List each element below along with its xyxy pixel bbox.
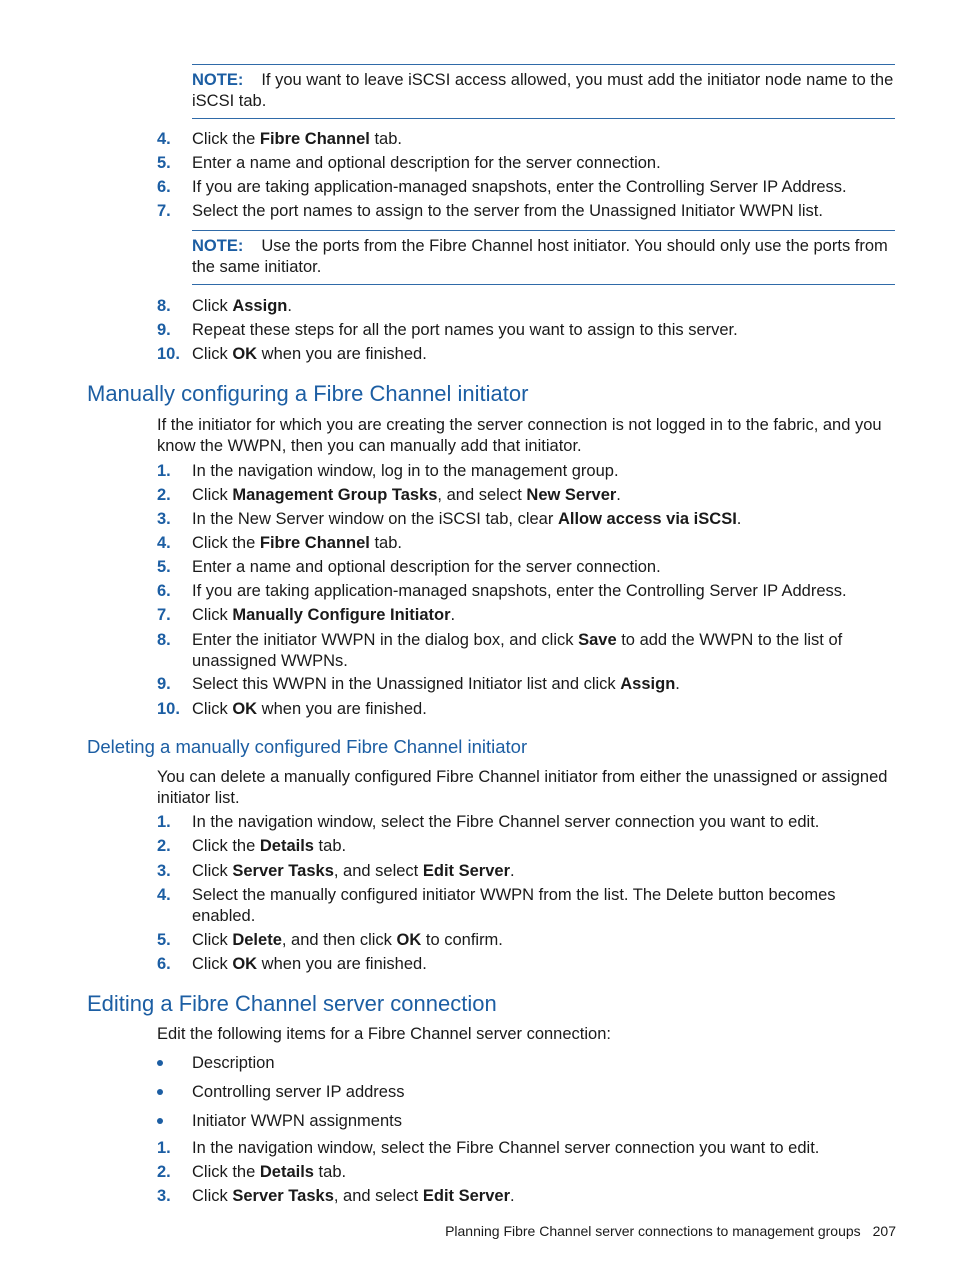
step-number: 6. [157, 178, 171, 196]
step-text: Click Server Tasks, and select Edit Server. [192, 862, 515, 880]
step-text: If you are taking application-managed snapshots, enter the Controlling Server IP Address. [192, 582, 847, 600]
ui-term: Management Group Tasks [232, 486, 438, 504]
note-text: Use the ports from the Fibre Channel host initiator. You should only use the ports from the same initiator. [192, 237, 888, 276]
step-text: Enter a name and optional description for the server connection. [192, 154, 661, 172]
note-text: If you want to leave iSCSI access allowed, you must add the initiator node name to the iSCSI tab. [192, 71, 894, 110]
footer-title: Planning Fibre Channel server connections to management groups [445, 1223, 861, 1239]
ui-term: OK [396, 931, 422, 949]
step-text: Click OK when you are finished. [192, 345, 427, 363]
step-number: 2. [157, 486, 171, 504]
ui-term: Details [259, 837, 314, 855]
ui-term: Assign [620, 675, 676, 693]
step-text: In the New Server window on the iSCSI tab, clear Allow access via iSCSI. [192, 510, 742, 528]
ui-term: New Server [526, 486, 617, 504]
step-number: 9. [157, 675, 171, 693]
step-text: Select the manually configured initiator WWPN from the list. The Delete button becomes enabled. [192, 886, 836, 925]
subsection-heading: Deleting a manually configured Fibre Channel initiator [87, 736, 528, 757]
step-text: In the navigation window, log in to the management group. [192, 462, 619, 480]
bullet-text: Description [192, 1054, 275, 1072]
step-text: Click the Fibre Channel tab. [192, 130, 402, 148]
ui-term: OK [232, 700, 258, 718]
section-intro: If the initiator for which you are creating the server connection is not logged in to the fabric, and you know the WWPN, then you can manually add that initiator. [157, 416, 882, 455]
section-intro: You can delete a manually configured Fibre Channel initiator from either the unassigned or assigned initiator list. [157, 768, 888, 807]
ui-term: Manually Configure Initiator [232, 606, 451, 624]
step-number: 6. [157, 582, 171, 600]
step-text: Enter the initiator WWPN in the dialog box, and click Save to add the WWPN to the list of unassigned WWPNs. [192, 631, 843, 670]
step-text: Click Management Group Tasks, and select New Server. [192, 486, 621, 504]
step-number: 2. [157, 1163, 171, 1181]
step-number: 9. [157, 321, 171, 339]
step-number: 3. [157, 1187, 171, 1205]
step-number: 10. [157, 345, 180, 363]
ui-term: Fibre Channel [259, 130, 370, 148]
ui-term: OK [232, 955, 258, 973]
step-number: 4. [157, 534, 171, 552]
section-heading: Editing a Fibre Channel server connection [87, 991, 497, 1016]
step-number: 4. [157, 130, 171, 148]
step-text: Repeat these steps for all the port names you want to assign to this server. [192, 321, 738, 339]
note-label: NOTE: [192, 237, 244, 255]
note-box [192, 64, 895, 119]
step-text: Click the Details tab. [192, 1163, 347, 1181]
step-text: Click OK when you are finished. [192, 700, 427, 718]
step-text: Click Server Tasks, and select Edit Server. [192, 1187, 515, 1205]
step-text: Click Assign. [192, 297, 292, 315]
step-number: 5. [157, 931, 171, 949]
ui-term: OK [232, 345, 258, 363]
step-text: Click the Details tab. [192, 837, 347, 855]
step-text: Select the port names to assign to the server from the Unassigned Initiator WWPN list. [192, 202, 823, 220]
step-text: Select this WWPN in the Unassigned Initiator list and click Assign. [192, 675, 680, 693]
step-number: 1. [157, 813, 171, 831]
page-footer [445, 1223, 896, 1239]
step-number: 10. [157, 700, 180, 718]
note-box [192, 230, 895, 285]
ui-term: Delete [232, 931, 282, 949]
step-number: 5. [157, 154, 171, 172]
ui-term: Details [259, 1163, 314, 1181]
step-text: Enter a name and optional description for the server connection. [192, 558, 661, 576]
bullet-text: Initiator WWPN assignments [192, 1112, 402, 1130]
page-number: 207 [872, 1223, 896, 1239]
section-heading: Manually configuring a Fibre Channel initiator [87, 381, 529, 406]
section-intro: Edit the following items for a Fibre Channel server connection: [157, 1025, 611, 1043]
ui-term: Server Tasks [232, 862, 334, 880]
step-number: 6. [157, 955, 171, 973]
step-text: In the navigation window, select the Fibre Channel server connection you want to edit. [192, 813, 820, 831]
step-number: 4. [157, 886, 171, 904]
step-number: 5. [157, 558, 171, 576]
bullet-text: Controlling server IP address [192, 1083, 405, 1101]
step-number: 1. [157, 462, 171, 480]
step-text: Click Delete, and then click OK to confirm. [192, 931, 503, 949]
step-text: Click the Fibre Channel tab. [192, 534, 402, 552]
step-text: In the navigation window, select the Fibre Channel server connection you want to edit. [192, 1139, 820, 1157]
step-number: 2. [157, 837, 171, 855]
bullet-icon [157, 1089, 163, 1095]
step-number: 7. [157, 606, 171, 624]
bullet-icon [157, 1118, 163, 1124]
note-label: NOTE: [192, 71, 244, 89]
step-text: Click Manually Configure Initiator. [192, 606, 456, 624]
ui-term: Fibre Channel [259, 534, 370, 552]
step-number: 8. [157, 631, 171, 649]
ui-term: Save [578, 631, 617, 649]
step-number: 3. [157, 510, 171, 528]
ui-term: Server Tasks [232, 1187, 334, 1205]
bullet-icon [157, 1060, 163, 1066]
step-text: Click OK when you are finished. [192, 955, 427, 973]
step-text: If you are taking application-managed snapshots, enter the Controlling Server IP Address. [192, 178, 847, 196]
step-number: 8. [157, 297, 171, 315]
ui-term: Allow access via iSCSI [557, 510, 737, 528]
step-number: 1. [157, 1139, 171, 1157]
ui-term: Edit Server [422, 862, 510, 880]
step-number: 3. [157, 862, 171, 880]
ui-term: Edit Server [422, 1187, 510, 1205]
ui-term: Assign [232, 297, 288, 315]
step-number: 7. [157, 202, 171, 220]
